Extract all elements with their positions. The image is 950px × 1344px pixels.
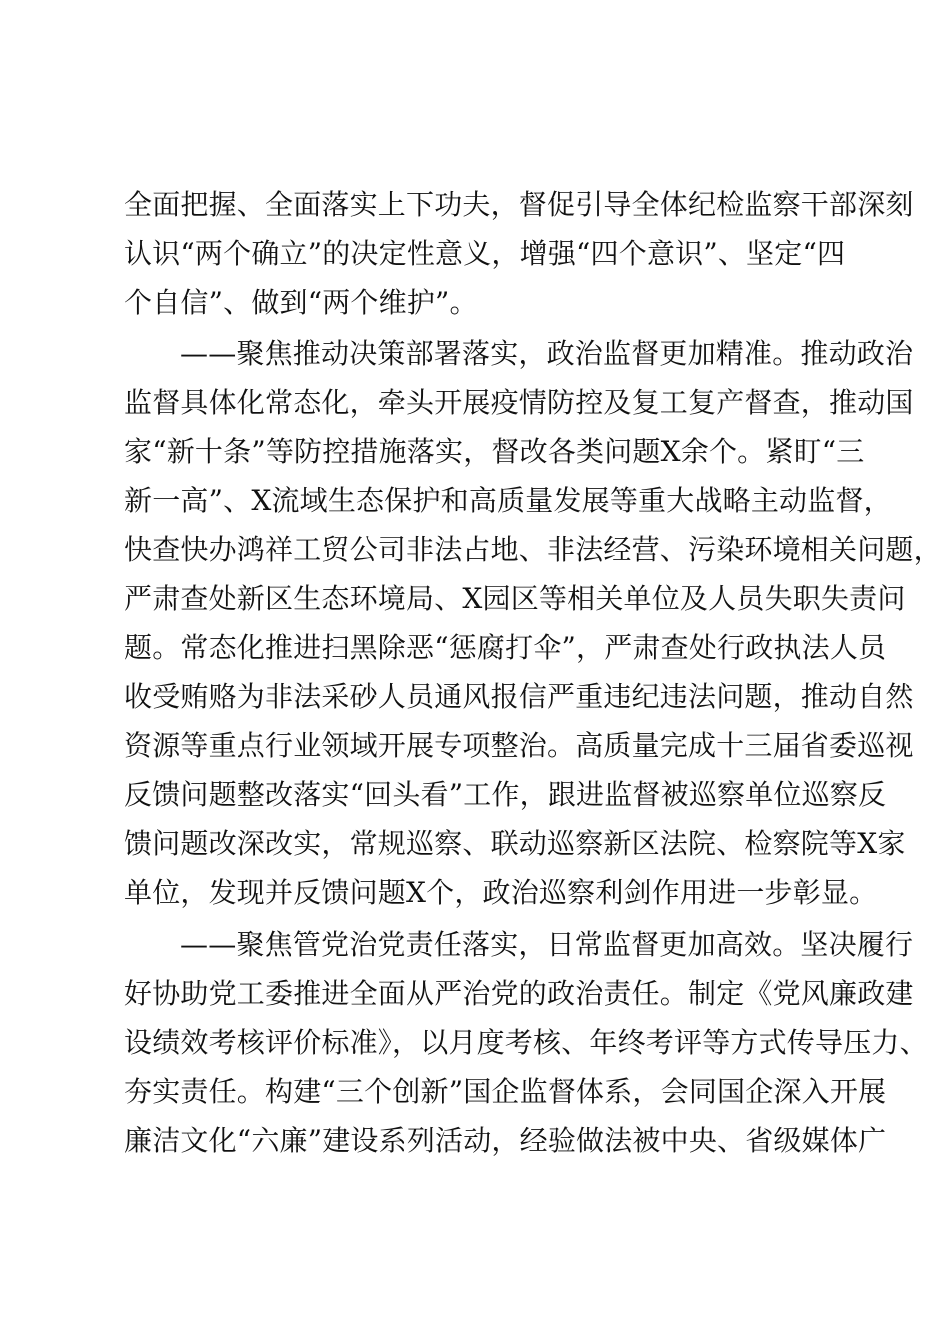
text-line: 题。常态化推进扫黑除恶“惩腐打伞”，严肃查处行政执法人员 — [124, 631, 887, 664]
text-line: 快查快办鸿祥工贸公司非法占地、非法经营、污染环境相关问题， — [124, 533, 942, 566]
text-line: 收受贿赂为非法采砂人员通风报信严重违纪违法问题，推动自然 — [124, 680, 914, 713]
text-line: 馈问题改深改实，常规巡察、联动巡察新区法院、检察院等X家 — [124, 827, 906, 860]
text-line: 设绩效考核评价标准》，以月度考核、年终考评等方式传导压力、 — [124, 1026, 928, 1059]
text-line: 新一高”、X流域生态保护和高质量发展等重大战略主动监督， — [124, 484, 892, 517]
text-line: 好协助党工委推进全面从严治党的政治责任。制定《党风廉政建 — [124, 977, 914, 1010]
text-line: 单位，发现并反馈问题X个，政治巡察利剑作用进一步彰显。 — [124, 876, 878, 909]
text-line: 家“新十条”等防控措施落实，督改各类问题X余个。紧盯“三 — [124, 435, 865, 468]
text-line: 监督具体化常态化，牵头开展疫情防控及复工复产督查，推动国 — [124, 386, 914, 419]
text-line: 廉洁文化“六廉”建设系列活动，经验做法被中央、省级媒体广 — [124, 1124, 887, 1157]
text-line: 认识“两个确立”的决定性意义，增强“四个意识”、坚定“四 — [124, 237, 846, 270]
paragraph-start-line: ——聚焦管党治党责任落实，日常监督更加高效。坚决履行 — [180, 928, 914, 961]
text-line: 个自信”、做到“两个维护”。 — [124, 286, 478, 319]
text-line: 夯实责任。构建“三个创新”国企监督体系，会同国企深入开展 — [124, 1075, 887, 1108]
paragraph-start-line: ——聚焦推动决策部署落实，政治监督更加精准。推动政治 — [180, 337, 914, 370]
text-line: 反馈问题整改落实“回头看”工作，跟进监督被巡察单位巡察反 — [124, 778, 887, 811]
text-line: 严肃查处新区生态环境局、X园区等相关单位及人员失职失责问 — [124, 582, 906, 615]
text-line: 全面把握、全面落实上下功夫，督促引导全体纪检监察干部深刻 — [124, 188, 914, 221]
text-line: 资源等重点行业领域开展专项整治。高质量完成十三届省委巡视 — [124, 729, 914, 762]
